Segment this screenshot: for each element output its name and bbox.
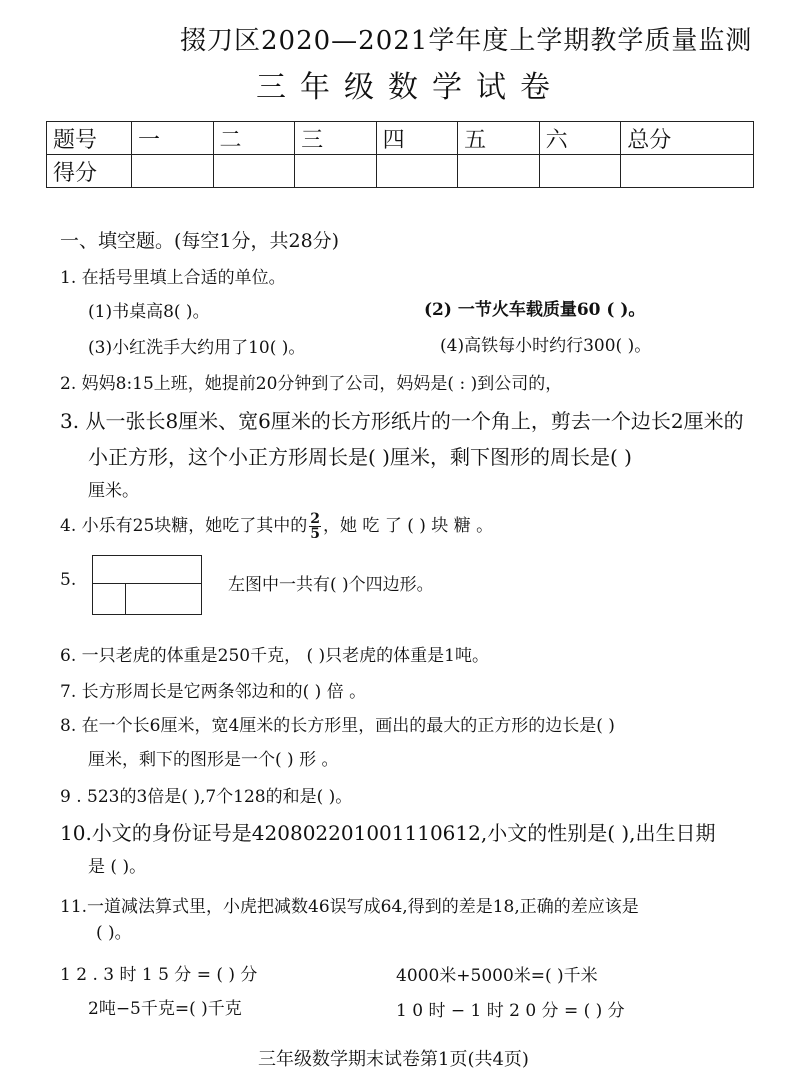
score-header-cell: 二 — [213, 122, 295, 155]
score-header-cell: 题号 — [47, 122, 132, 155]
q12-item-2: 4000米+5000米=( )千米 — [396, 966, 598, 986]
score-table-score-row — [47, 155, 754, 188]
q1-item-2: (2) 一节火车载质量60 ( )。 — [424, 300, 646, 320]
exam-title: 掇刀区2020—2021学年度上学期教学质量监测 — [180, 26, 753, 56]
q1-item-3: (3)小红洗手大约用了10( )。 — [88, 338, 306, 358]
figure-vertical-line — [125, 583, 126, 614]
figure-horizontal-line — [93, 583, 201, 584]
q4-fraction — [309, 512, 321, 541]
q3-line-1: 3. 从一张长8厘米、宽6厘米的长方形纸片的一个角上，剪去一个边长2厘米的 — [60, 409, 744, 433]
score-table-header-row — [47, 122, 754, 155]
score-header-cell: 一 — [132, 122, 214, 155]
q3-line-2: 小正方形，这个小正方形周长是( )厘米，剩下图形的周长是( ) — [88, 445, 632, 469]
q12-item-3: 2吨−5千克=( )千克 — [88, 999, 242, 1019]
q8-line-2: 厘米，剩下的图形是一个( ) 形 。 — [88, 750, 339, 770]
q10-line-1: 10.小文的身份证号是420802201001110612,小文的性别是( ),出生日期 — [60, 821, 716, 845]
score-header-cell: 五 — [458, 122, 540, 155]
score-table — [46, 121, 754, 188]
q4-text-after: ，她 吃 了 ( ) 块 糖 。 — [323, 516, 494, 536]
q8-line-1: 8. 在一个长6厘米，宽4厘米的长方形里，画出的最大的正方形的边长是( ) — [60, 716, 615, 736]
q3-line-3: 厘米。 — [88, 481, 139, 501]
score-cell[interactable] — [213, 155, 295, 188]
q2: 2. 妈妈8:15上班，她提前20分钟到了公司，妈妈是( : )到公司的， — [60, 374, 563, 394]
score-cell[interactable] — [295, 155, 377, 188]
score-header-cell: 四 — [376, 122, 458, 155]
q12-item-1: 1 2 . 3 时 1 5 分 = ( ) 分 — [60, 965, 258, 985]
score-cell[interactable] — [458, 155, 540, 188]
score-cell[interactable] — [621, 155, 754, 188]
q9: 9 . 523的3倍是( ),7个128的和是( )。 — [60, 787, 353, 807]
q11-line-2: ( )。 — [96, 923, 132, 943]
page-footer: 三年级数学期末试卷第1页(共4页) — [258, 1049, 529, 1070]
q6: 6. 一只老虎的体重是250千克， ( )只老虎的体重是1吨。 — [60, 646, 489, 666]
q4 — [60, 511, 493, 541]
q4-text-before: 4. 小乐有25块糖，她吃了其中的 — [60, 516, 308, 536]
q10-line-2: 是 ( )。 — [88, 857, 147, 877]
quadrilateral-figure — [92, 555, 202, 615]
q5-number: 5. — [60, 570, 77, 590]
q5-text: 左图中一共有( )个四边形。 — [228, 575, 434, 595]
score-cell[interactable] — [132, 155, 214, 188]
exam-subtitle: 三年级数学试卷 — [256, 70, 564, 105]
score-header-cell: 总分 — [621, 122, 754, 155]
q11-line-1: 11.一道减法算式里，小虎把减数46误写成64,得到的差是18,正确的差应该是 — [60, 897, 639, 917]
q1-item-1: (1)书桌高8( )。 — [88, 302, 210, 322]
q1-item-4: (4)高铁每小时约行300( )。 — [440, 336, 652, 356]
score-header-cell: 六 — [539, 122, 621, 155]
score-cell[interactable] — [376, 155, 458, 188]
score-cell[interactable] — [539, 155, 621, 188]
fraction-denominator: 5 — [310, 526, 321, 542]
score-row-label: 得分 — [47, 155, 132, 188]
score-header-cell: 三 — [295, 122, 377, 155]
fraction-numerator: 2 — [310, 511, 321, 527]
q1-stem: 1. 在括号里填上合适的单位。 — [60, 268, 286, 288]
q7: 7. 长方形周长是它两条邻边和的( ) 倍 。 — [60, 682, 367, 702]
q12-item-4: 1 0 时 − 1 时 2 0 分 = ( ) 分 — [396, 1001, 625, 1021]
section-heading: 一、填空题。(每空1分，共28分) — [60, 230, 340, 252]
